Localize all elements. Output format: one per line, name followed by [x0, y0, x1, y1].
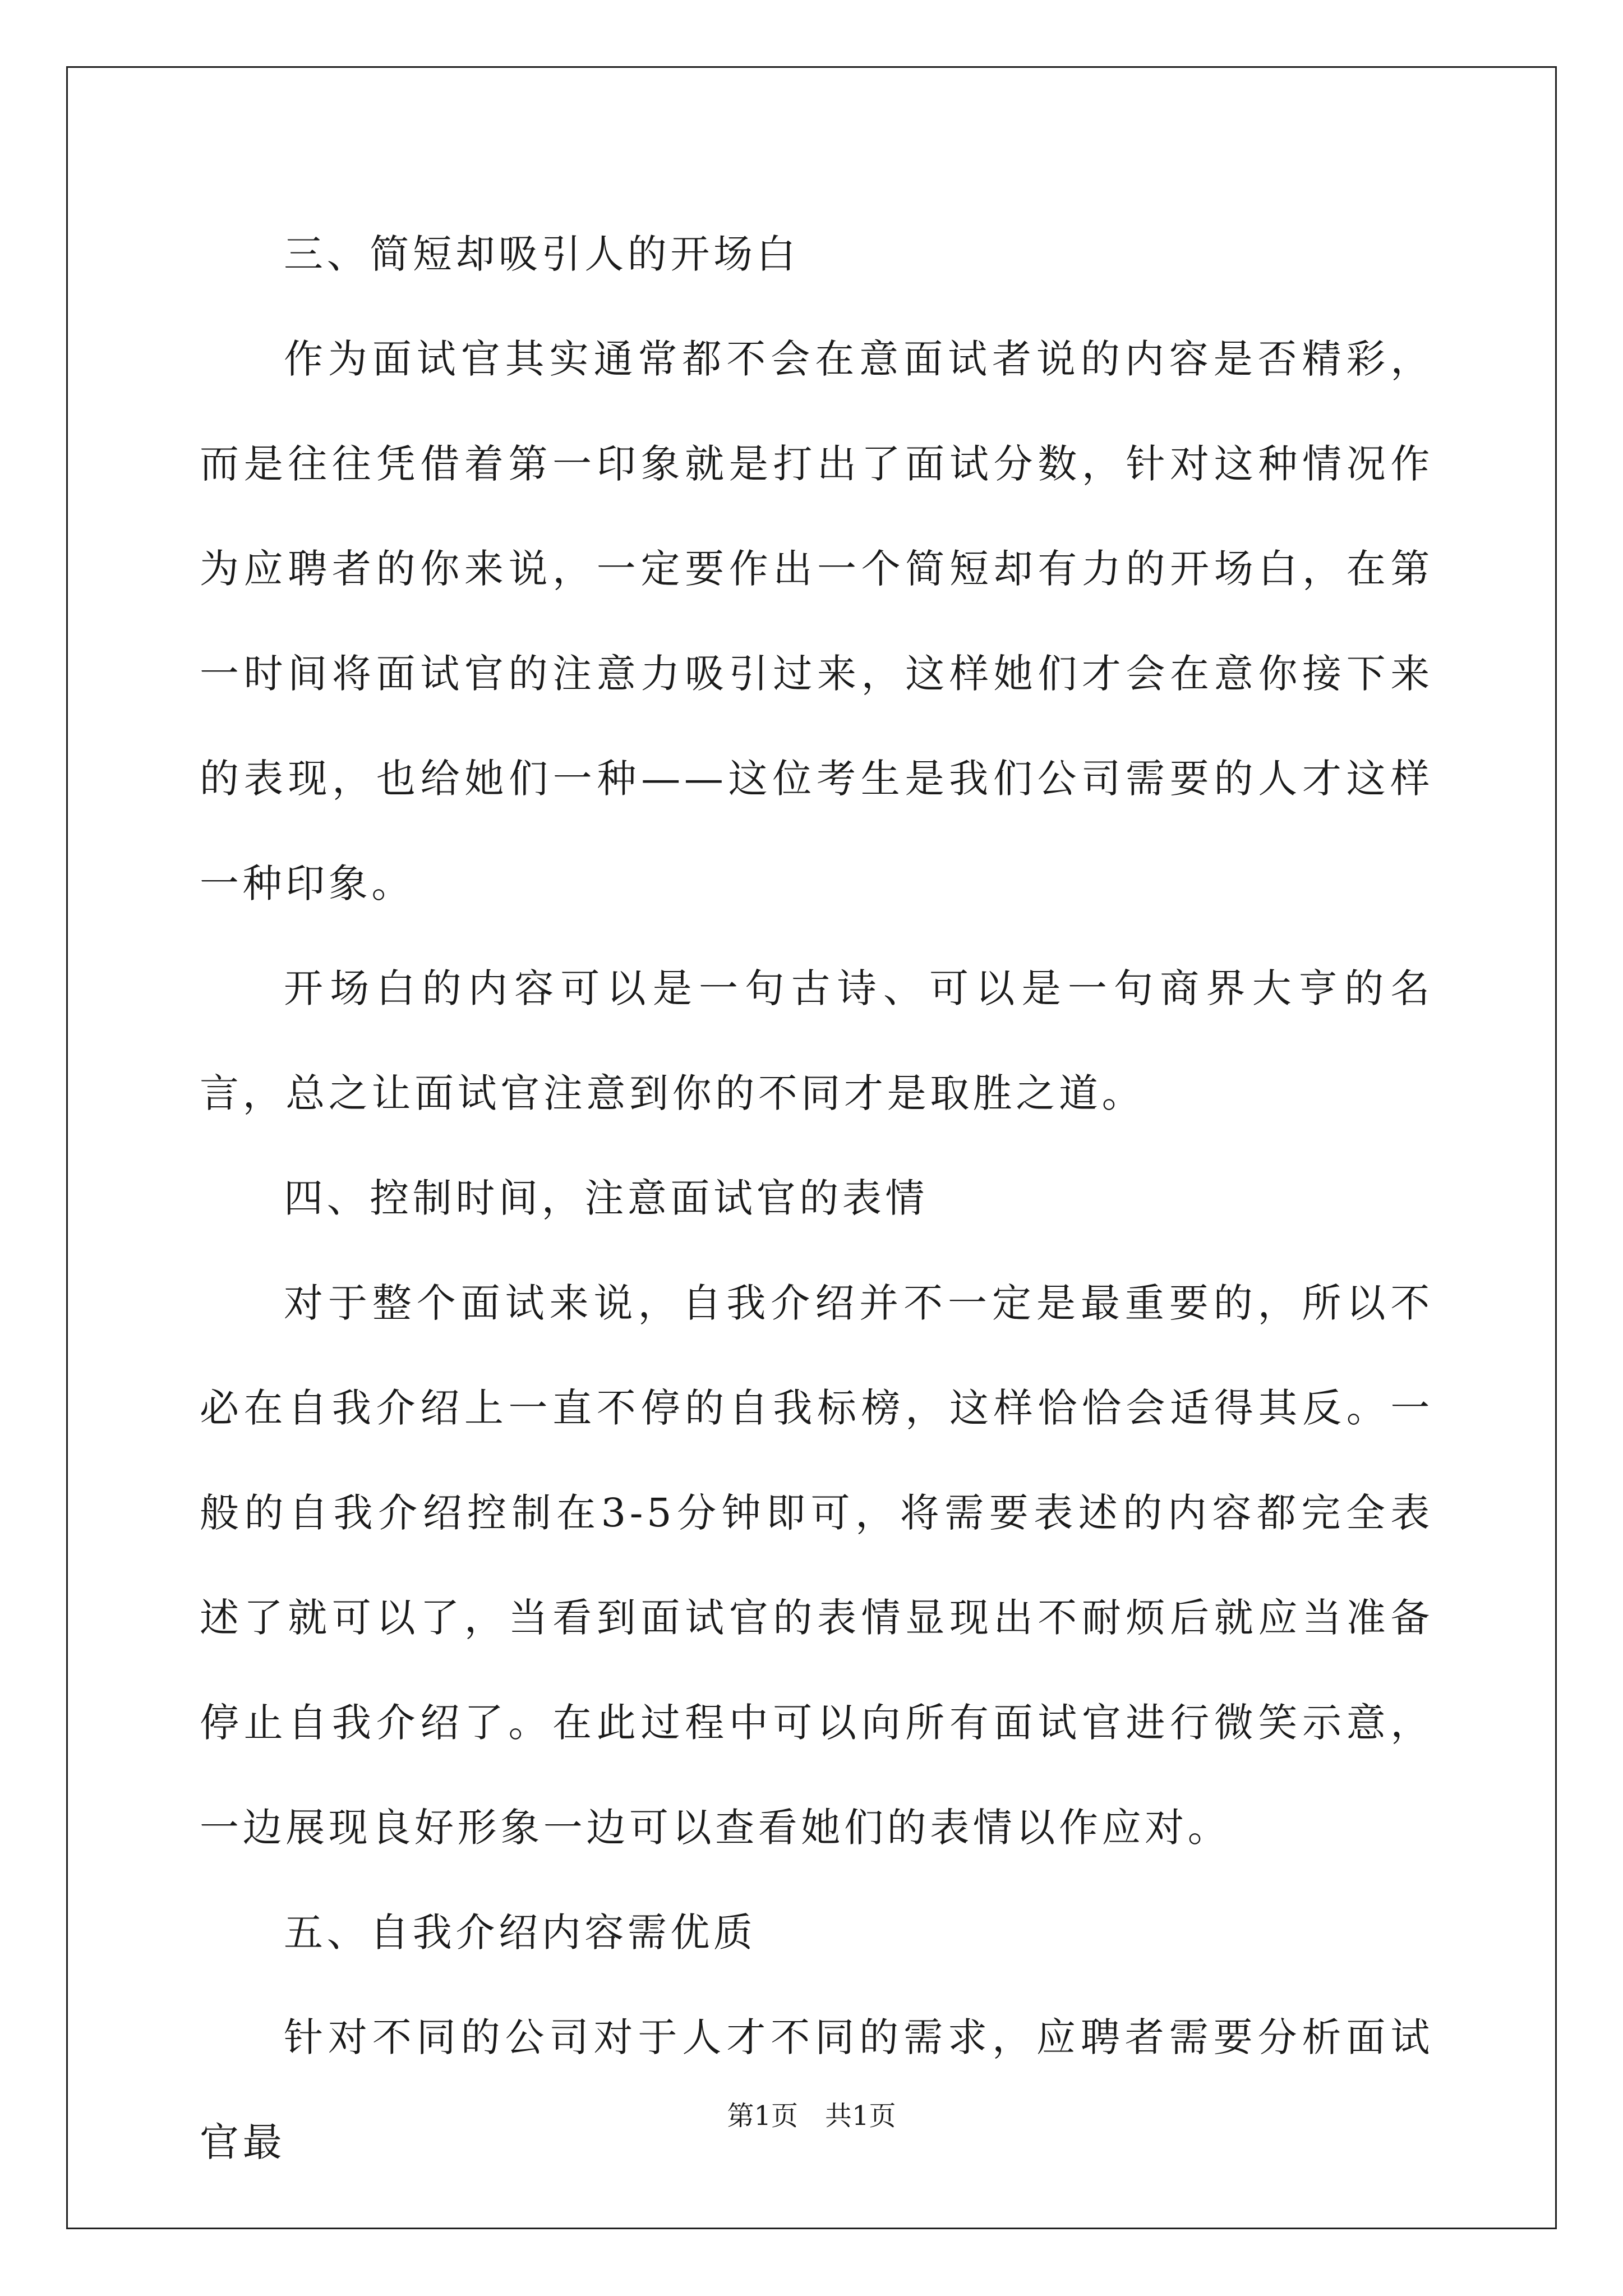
page-total: 共1页	[825, 2100, 896, 2132]
paragraph-4: 针对不同的公司对于人才不同的需求，应聘者需要分析面试官最	[200, 2014, 1433, 2165]
paragraph-2: 开场白的内容可以是一句古诗、可以是一句商界大亨的名言，总之让面试官注意到你的不同才是取胜之道。	[200, 965, 1433, 1116]
document-body	[200, 202, 1433, 2195]
page-number: 第1页	[727, 2100, 798, 2132]
paragraph-1: 作为面试官其实通常都不会在意面试者说的内容是否精彩，而是往往凭借着第一印象就是打出了面试分数，针对这种情况作为应聘者的你来说，一定要作出一个简短却有力的开场白，在第一时间将面试官的注意力吸引过来，这样她们才会在意你接下来的表现，也给她们一种——这位考生是我们公司需要的人才这样一种印象。	[200, 336, 1433, 907]
section-heading-5: 五、自我介绍内容需优质	[284, 1910, 757, 1955]
section-heading-4: 四、控制时间，注意面试官的表情	[284, 1175, 928, 1221]
section-heading-3: 三、简短却吸引人的开场白	[284, 231, 800, 277]
paragraph-3: 对于整个面试来说，自我介绍并不一定是最重要的，所以不必在自我介绍上一直不停的自我标榜，这样恰恰会适得其反。一般的自我介绍控制在3-5分钟即可，将需要表述的内容都完全表述了就可以了，当看到面试官的表情显现出不耐烦后就应当准备停止自我介绍了。在此过程中可以向所有面试官进行微笑示意，一边展现良好形象一边可以查看她们的表情以作应对。	[200, 1280, 1433, 1851]
page-footer	[0, 2099, 1623, 2133]
